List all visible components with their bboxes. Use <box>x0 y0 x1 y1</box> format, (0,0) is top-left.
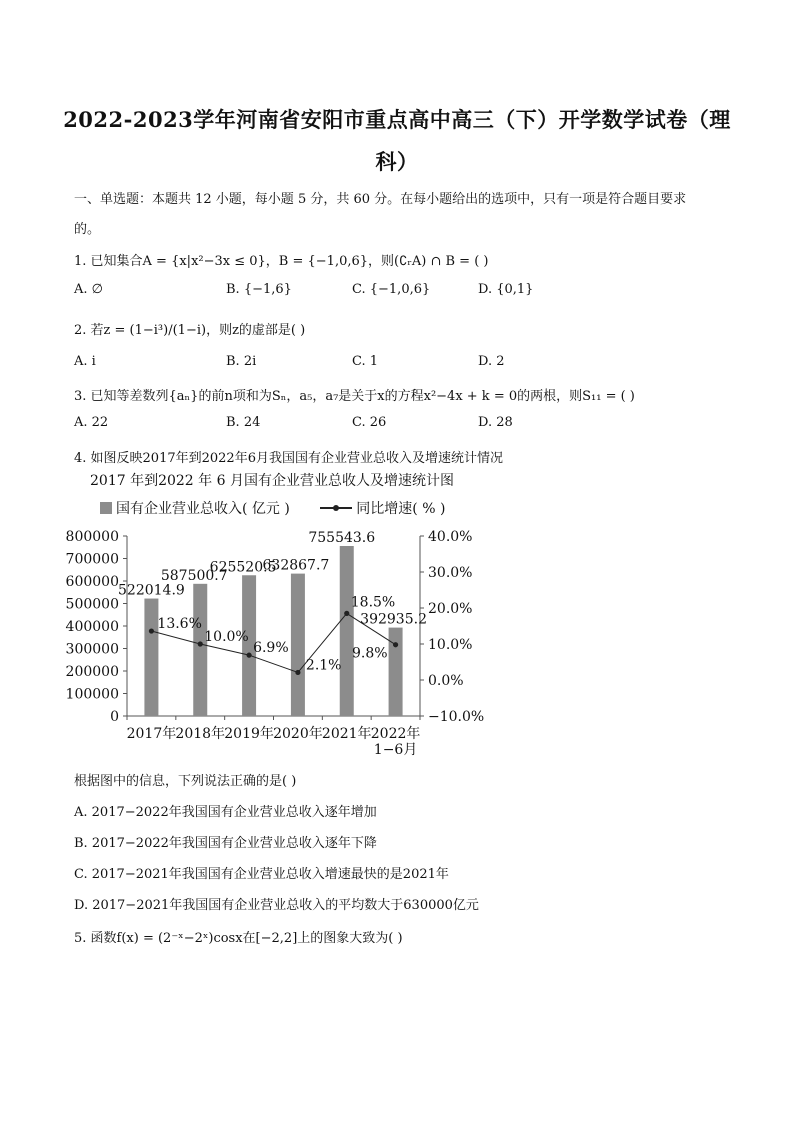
growth-point <box>295 670 300 675</box>
line-data-label: 10.0% <box>204 629 249 645</box>
left-tick-label: 600000 <box>65 574 119 590</box>
growth-point <box>344 611 349 616</box>
x-tick-label: 1−6月 <box>373 742 418 758</box>
legend-line-swatch <box>320 507 352 509</box>
left-tick-label: 700000 <box>65 551 119 568</box>
right-tick-label: 10.0% <box>428 637 473 653</box>
option-c: C. 26 <box>352 415 387 430</box>
option-b: B. 2i <box>226 354 257 369</box>
question-3-stem: 3. 已知等差数列{aₙ}的前n项和为Sₙ，a₅，a₇是关于x的方程x²−4x + k = 0的两根，则S₁₁ = ( ) <box>74 389 635 404</box>
line-data-label: 18.5% <box>350 594 396 611</box>
option-d: D. 2 <box>478 354 505 369</box>
question-1-stem: 1. 已知集合A = {x|x²−3x ≤ 0}，B = {−1,0,6}，则(∁ᵣA) ∩ B = ( ) <box>74 254 489 269</box>
question-4-option-d: D. 2017−2021年我国国有企业营业总收入的平均数大于630000亿元 <box>74 898 479 913</box>
left-tick-label: 400000 <box>65 619 119 635</box>
x-tick-label: 2022年 <box>370 726 421 742</box>
question-4-stem: 4. 如图反映2017年到2022年6月我国国有企业营业总收入及增速统计情况 <box>74 451 503 466</box>
option-a: A. i <box>74 354 96 369</box>
section-header: 一、单选题：本题共 12 小题，每小题 5 分，共 60 分。在每小题给出的选项中，只有一项是符合题目要求 <box>74 192 687 207</box>
chart-legend <box>100 498 445 518</box>
option-c: C. {−1,0,6} <box>352 282 431 297</box>
section-header-continued: 的。 <box>74 222 101 237</box>
growth-point <box>198 641 203 646</box>
line-data-label: 6.9% <box>253 640 289 657</box>
left-tick-label: 800000 <box>65 529 119 545</box>
question-4-prompt: 根据图中的信息，下列说法正确的是( ) <box>74 774 297 789</box>
line-data-label: 2.1% <box>305 657 342 674</box>
left-tick-label: 300000 <box>65 641 119 658</box>
bar-data-label: 632867.7 <box>262 557 330 574</box>
question-4-option-c: C. 2017−2021年我国国有企业营业总收入增速最快的是2021年 <box>74 867 449 882</box>
page-title: 2022-2023学年河南省安阳市重点高中高三（下）开学数学试卷（理 <box>63 107 731 132</box>
question-2-stem: 2. 若z = (1−i³)/(1−i)，则z的虚部是( ) <box>74 323 306 338</box>
option-d: D. {0,1} <box>478 282 534 297</box>
left-tick-label: 500000 <box>65 596 119 613</box>
growth-point <box>246 653 251 658</box>
chart-title: 2017 年到2022 年 6 月国有企业营业总收人及增速统计图 <box>90 473 454 489</box>
x-tick-label: 2020年 <box>273 726 323 742</box>
right-tick-label: 20.0% <box>428 601 473 617</box>
x-tick-label: 2019年 <box>224 726 274 742</box>
x-tick-label: 2017年 <box>126 726 177 742</box>
question-5-stem: 5. 函数f(x) = (2⁻ˣ−2ˣ)cosx在[−2,2]上的图象大致为( ) <box>74 931 403 946</box>
line-data-label: 9.8% <box>352 645 388 662</box>
option-b: B. 24 <box>226 415 261 430</box>
option-c: C. 1 <box>352 354 379 369</box>
option-b: B. {−1,6} <box>226 282 292 297</box>
growth-point <box>149 628 154 633</box>
x-tick-label: 2018年 <box>175 726 226 742</box>
line-data-label: 13.6% <box>157 616 202 633</box>
right-tick-label: 30.0% <box>428 565 473 581</box>
bar <box>389 628 403 716</box>
bar <box>291 574 305 716</box>
bar <box>144 599 158 716</box>
legend-bar-label: 国有企业营业总收入( 亿元 ) <box>116 501 290 517</box>
right-tick-label: 0.0% <box>428 673 464 689</box>
bar <box>193 584 207 716</box>
bar-data-label: 392935.2 <box>360 611 427 628</box>
left-tick-label: 200000 <box>65 664 119 680</box>
legend-bar-swatch <box>100 502 112 514</box>
left-tick-label: 0 <box>110 709 119 725</box>
x-tick-label: 2021年 <box>321 726 372 742</box>
bar-data-label: 522014.9 <box>118 582 185 599</box>
page-title-continued: 科） <box>375 149 419 174</box>
right-tick-label: −10.0% <box>428 709 485 725</box>
bar-data-label: 587500.7 <box>160 567 228 584</box>
option-a: A. ∅ <box>74 282 103 297</box>
bar-data-label: 755543.6 <box>308 530 376 547</box>
growth-point <box>393 642 398 647</box>
bar-data-label: 625520.5 <box>209 559 277 576</box>
right-tick-label: 40.0% <box>428 529 473 545</box>
question-4-option-a: A. 2017−2022年我国国有企业营业总收入逐年增加 <box>74 805 377 820</box>
option-a: A. 22 <box>74 415 109 430</box>
legend-line-label: 同比增速( % ) <box>356 501 446 517</box>
bar <box>340 546 354 716</box>
left-tick-label: 100000 <box>65 686 119 703</box>
option-d: D. 28 <box>478 415 513 430</box>
question-4-option-b: B. 2017−2022年我国国有企业营业总收入逐年下降 <box>74 836 377 851</box>
